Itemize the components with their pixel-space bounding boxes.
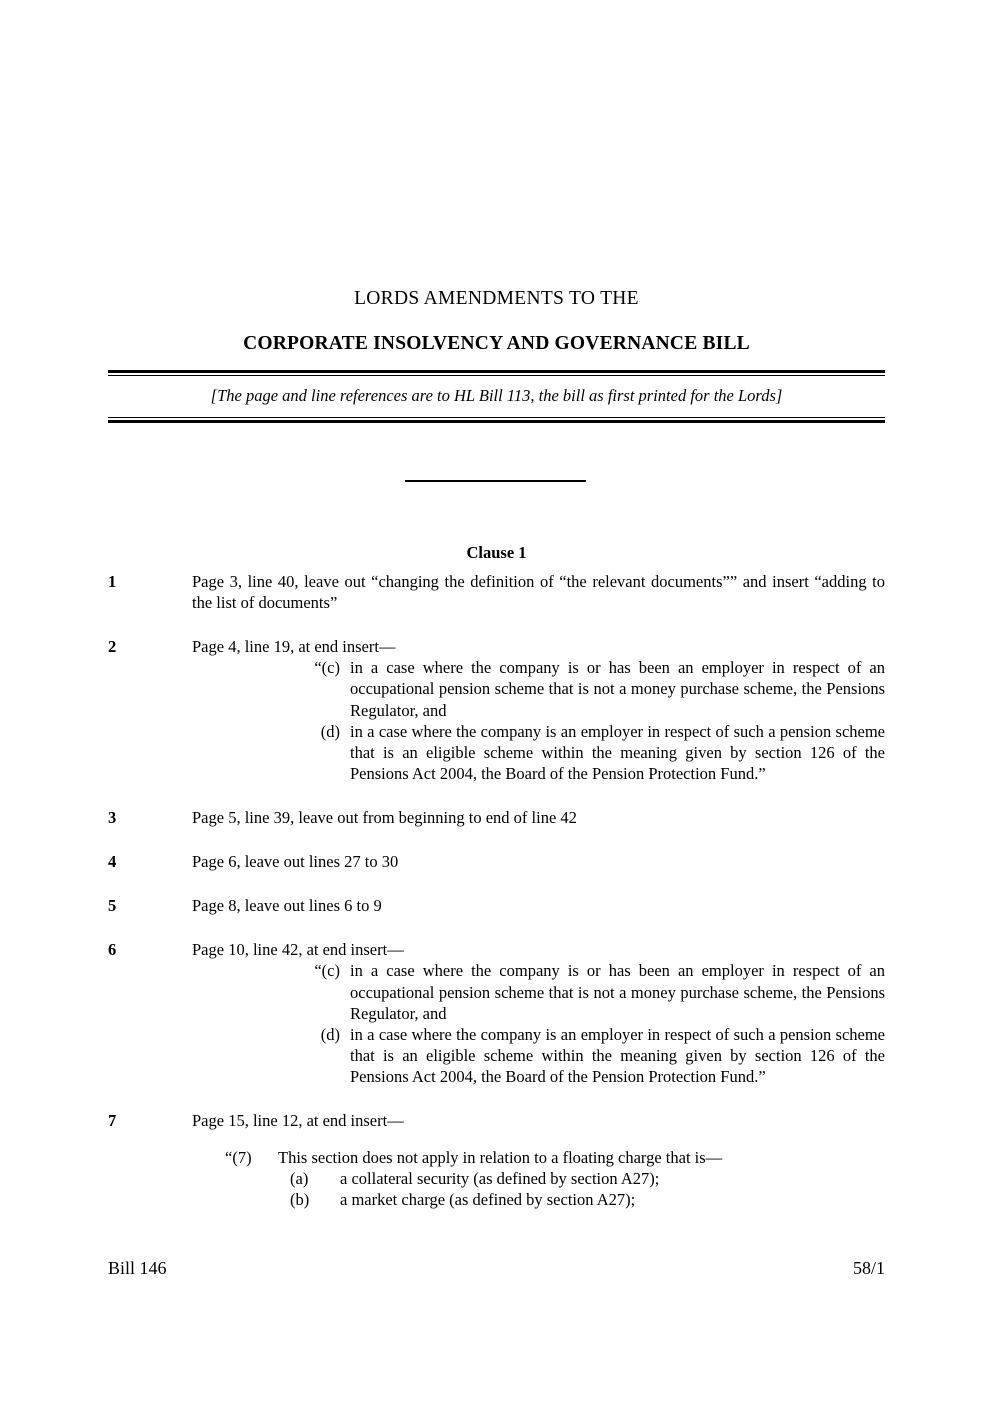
spacer xyxy=(0,842,991,851)
amendment-item xyxy=(0,939,991,1087)
subparagraph-label: “(c) xyxy=(314,658,340,678)
amendment-text: Page 4, line 19, at end insert— xyxy=(192,637,396,657)
spacer xyxy=(0,930,991,939)
amendment-item xyxy=(0,571,991,613)
subparagraph xyxy=(288,657,885,720)
amendment-text: Page 3, line 40, leave out “changing the definition of “the relevant documents”” and insert “adding to the list of documents” xyxy=(192,572,885,613)
subparagraph-text: in a case where the company is or has been an employer in respect of an occupational pension scheme that is not a money purchase scheme, the Pensions Regulator, and xyxy=(350,961,885,1023)
amendment-inserted-subsection xyxy=(192,1147,885,1210)
title-line-bill-name: CORPORATE INSOLVENCY AND GOVERNANCE BILL xyxy=(243,333,750,355)
subparagraph xyxy=(288,960,885,1023)
footer-page-reference: 58/1 xyxy=(852,1258,885,1278)
amendment-item xyxy=(0,1110,991,1210)
footer-bill-number: Bill 146 xyxy=(108,1258,167,1278)
spacer xyxy=(0,886,991,895)
inserted-subsection-label: “(7) xyxy=(225,1148,252,1168)
amendment-text: Page 5, line 39, leave out from beginning to end of line 42 xyxy=(192,807,577,827)
amendment-item xyxy=(0,807,991,828)
inserted-subsection-item xyxy=(290,1168,885,1189)
spacer xyxy=(0,627,991,636)
page-footer xyxy=(108,1258,885,1279)
subparagraph-label: (d) xyxy=(320,721,340,741)
clause-heading: Clause 1 xyxy=(466,543,527,562)
inserted-item-label: (b) xyxy=(290,1190,310,1210)
inserted-subsection-lead xyxy=(225,1147,885,1168)
amendment-item xyxy=(0,895,991,916)
spacer xyxy=(0,798,991,807)
inserted-item-text: a collateral security (as defined by section A27); xyxy=(340,1169,660,1189)
document-title-block xyxy=(108,288,885,356)
amendment-item xyxy=(0,636,991,784)
amendments-list xyxy=(0,571,991,1225)
subparagraph-text: in a case where the company is an employer in respect of such a pension scheme that is an eligible scheme within the meaning given by section 126 of the Pensions Act 2004, the Board of the Pension Protection Fund.” xyxy=(350,1024,885,1086)
spacer xyxy=(0,1101,991,1110)
subparagraph xyxy=(288,721,885,784)
amendment-number: 4 xyxy=(108,852,117,872)
section-divider-rule xyxy=(405,480,586,482)
subparagraph-label: “(c) xyxy=(314,961,340,981)
amendment-subparagraphs xyxy=(192,960,885,1087)
amendment-number: 5 xyxy=(108,896,117,916)
amendment-number: 3 xyxy=(108,807,117,827)
subparagraph-label: (d) xyxy=(320,1024,340,1044)
amendment-number: 6 xyxy=(108,940,117,960)
subparagraph-text: in a case where the company is or has been an employer in respect of an occupational pension scheme that is not a money purchase scheme, the Pensions Regulator, and xyxy=(350,658,885,720)
amendment-text: Page 8, leave out lines 6 to 9 xyxy=(192,896,382,916)
subparagraph xyxy=(288,1024,885,1087)
inserted-subsection-text: This section does not apply in relation to a floating charge that is— xyxy=(278,1148,723,1168)
amendment-number: 2 xyxy=(108,637,117,657)
subparagraph-text: in a case where the company is an employer in respect of such a pension scheme that is an eligible scheme within the meaning given by section 126 of the Pensions Act 2004, the Board of the Pension Protection Fund.” xyxy=(350,721,885,783)
page-line-reference-note: [The page and line references are to HL Bill 113, the bill as first printed for the Lords] xyxy=(210,386,783,405)
inserted-item-label: (a) xyxy=(290,1169,309,1189)
rule-bottom-thick xyxy=(108,420,885,423)
note-rule-block xyxy=(108,370,885,423)
amendment-text: Page 15, line 12, at end insert— xyxy=(192,1111,404,1131)
amendment-number: 1 xyxy=(108,572,117,591)
amendment-text: Page 10, line 42, at end insert— xyxy=(192,940,404,960)
inserted-item-text: a market charge (as defined by section A27); xyxy=(340,1190,636,1210)
amendment-number: 7 xyxy=(108,1111,117,1131)
inserted-subsection-item xyxy=(290,1189,885,1210)
amendment-subparagraphs xyxy=(192,657,885,784)
amendment-text: Page 6, leave out lines 27 to 30 xyxy=(192,852,399,872)
amendment-item xyxy=(0,851,991,872)
title-line-primary: LORDS AMENDMENTS TO THE xyxy=(354,288,639,309)
